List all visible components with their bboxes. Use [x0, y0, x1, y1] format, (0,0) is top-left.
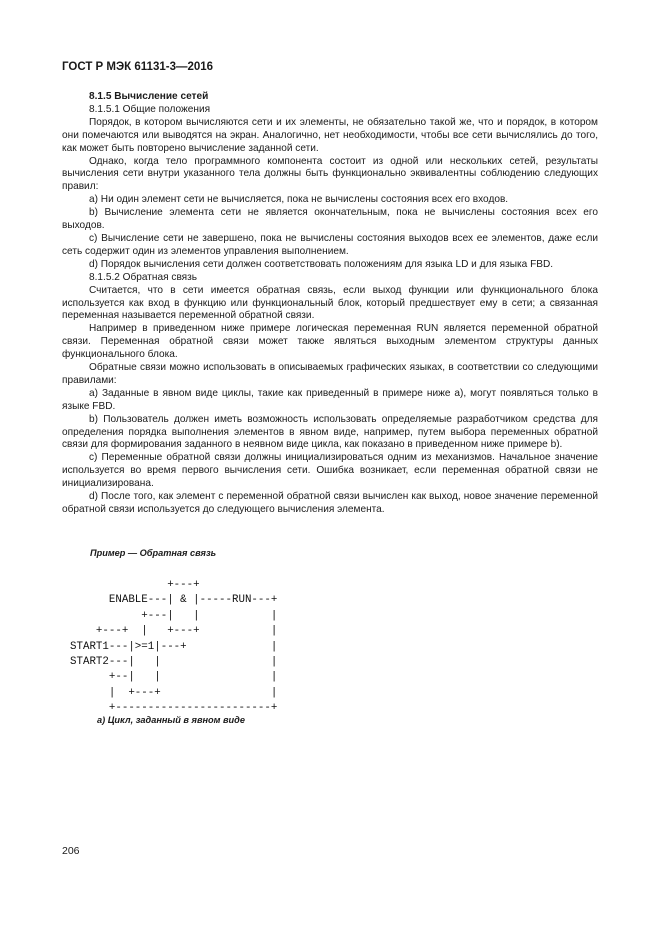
rule-item: с) Вычисление сети не завершено, пока не вычислены состояния выходов всех ее элементов, даже если сеть содержит один из элементов управления выполнением. — [62, 232, 598, 257]
rule-item: b) Вычисление элемента сети не является окончательным, пока не вычислены состояния всех его выходов. — [62, 207, 598, 232]
document-header: ГОСТ Р МЭК 61131-3—2016 — [62, 61, 214, 73]
fbd-feedback-diagram: +---+ ENABLE---| & |-----RUN---+ +---| | | +---+ | +---+ | START1---|>=1|---+ | START2---| | | +--| | | | +---+ | +------------------------+ — [70, 579, 278, 715]
paragraph: Порядок, в котором вычисляются сети и их элементы, не обязательно такой же, что и порядок, в котором они помечаются или выводятся на экран. Аналогично, нет необходимости, чтобы все сети вычислялись до того, как может быть повторено вычисление заданной сети. — [62, 116, 598, 154]
rule-item: d) После того, как элемент с переменной обратной связи вычислен как выход, новое значение переменной обратной связи используется до следующего вычисления элемента. — [62, 491, 598, 515]
subsection-heading-feedback: 8.1.5.2 Обратная связь — [89, 271, 198, 283]
rule-item: а) Заданные в явном виде циклы, такие как приведенный в примере ниже а), могут появляться только в языке FBD. — [62, 387, 598, 412]
rule-item: b) Пользователь должен иметь возможность использовать определяемые разработчиком средства для определения порядка выполнения элементов в явном виде, например, путем выбора переменных обратной связи для формирования заданного в неявном виде цикла, как показано в приведенном ниже примере b). — [62, 413, 598, 451]
paragraph: Например в приведенном ниже примере логическая переменная RUN является переменной обратной связи. Переменная обратной связи может также являться выходным элементом структуры данных функционального блока. — [62, 323, 598, 361]
paragraph: Обратные связи можно использовать в описываемых графических языках, в соответствии со следующими правилами: — [62, 362, 598, 386]
page-number: 206 — [62, 845, 80, 857]
rule-item: а) Ни один элемент сети не вычисляется, пока не вычислены состояния всех его входов. — [89, 194, 509, 206]
paragraph: Считается, что в сети имеется обратная связь, если выход функции или функционального блока используется как вход в функцию или функциональный блок, который предшествует ему в сети; а связанная переменная называется переменной обратной связи. — [62, 284, 598, 322]
rule-item: d) Порядок вычисления сети должен соответствовать положениям для языка LD и для языка FBD. — [89, 258, 554, 270]
figure-caption: а) Цикл, заданный в явном виде — [97, 715, 245, 725]
subsection-heading-general: 8.1.5.1 Общие положения — [89, 103, 211, 115]
section-heading: 8.1.5 Вычисление сетей — [89, 91, 209, 102]
paragraph: Однако, когда тело программного компонента состоит из одной или нескольких сетей, результаты вычисления сети внутри указанного тела должны быть функционально эквивалентны соблюдению следующих правил: — [62, 155, 598, 193]
example-label: Пример — Обратная связь — [90, 548, 217, 558]
document-body — [62, 88, 598, 517]
rule-item: с) Переменные обратной связи должны инициализироваться одним из механизмов. Начальное значение используется во время первого вычисления сети. Ошибка возникает, если переменная обратной связи не инициализирована. — [62, 452, 598, 490]
